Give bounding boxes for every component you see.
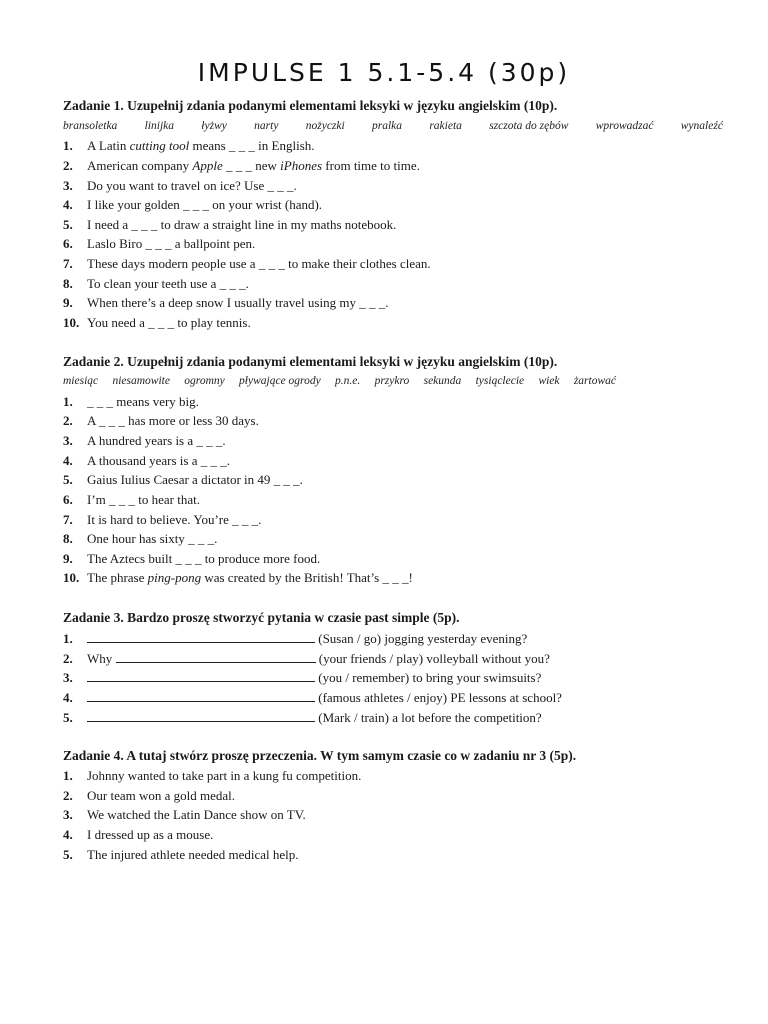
word: niesamowite <box>112 375 170 387</box>
task4-item: 2. Our team won a gold medal. <box>63 788 236 803</box>
task1-item: 9. When there’s a deep snow I usually travel using my _ _ _. <box>63 295 389 310</box>
task2-item: 9. The Aztecs built _ _ _ to produce more food. <box>63 551 321 566</box>
task2-item: 7. It is hard to believe. You’re _ _ _. <box>63 512 262 527</box>
word: szczota do zębów <box>489 120 569 132</box>
task4-item: 4. I dressed up as a mouse. <box>63 827 214 842</box>
task3-item: 3. (you / remember) to bring your swimsuits? <box>63 670 542 685</box>
answer-line[interactable] <box>87 669 315 682</box>
task2-item: 1. _ _ _ means very big. <box>63 394 199 409</box>
answer-line[interactable] <box>116 650 316 663</box>
task2-item: 6. I’m _ _ _ to hear that. <box>63 492 200 507</box>
task2-item: 3. A hundred years is a _ _ _. <box>63 433 226 448</box>
word: wynaleźć <box>680 120 723 132</box>
task1-item: 3. Do you want to travel on ice? Use _ _ _. <box>63 178 297 193</box>
worksheet-title: IMPULSE 1 5.1-5.4 (30p) <box>197 58 571 87</box>
task1-item: 1. A Latin cutting tool means _ _ _ in English. <box>63 138 315 153</box>
task2-word-bank <box>63 375 616 387</box>
task4-item: 5. The injured athlete needed medical help. <box>63 847 299 862</box>
word: pływające ogrody <box>239 375 321 387</box>
task3-heading: Zadanie 3. Bardzo proszę stworzyć pytania w czasie past simple (5p). <box>63 610 460 625</box>
task2-item: 8. One hour has sixty _ _ _. <box>63 531 218 546</box>
word: bransoletka <box>63 120 118 132</box>
task1-item: 2. American company Apple _ _ _ new iPhones from time to time. <box>63 158 420 173</box>
task1-item: 10. You need a _ _ _ to play tennis. <box>63 315 251 330</box>
task2-item: 5. Gaius Iulius Caesar a dictator in 49 _ _ _. <box>63 472 303 487</box>
task1-item: 4. I like your golden _ _ _ on your wrist (hand). <box>63 197 323 212</box>
answer-line[interactable] <box>87 630 315 643</box>
word: tysiąclecie <box>475 375 525 387</box>
word: żartować <box>573 375 616 387</box>
word: pralka <box>372 120 403 132</box>
word: rakieta <box>429 120 462 132</box>
task3-item: 4. (famous athletes / enjoy) PE lessons at school? <box>63 690 562 705</box>
task1-item: 7. These days modern people use a _ _ _ to make their clothes clean. <box>63 256 431 271</box>
answer-line[interactable] <box>87 689 315 702</box>
word: przykro <box>374 375 410 387</box>
task2-heading: Zadanie 2. Uzupełnij zdania podanymi elementami leksyki w języku angielskim (10p). <box>63 354 558 369</box>
task1-item: 6. Laslo Biro _ _ _ a ballpoint pen. <box>63 236 256 251</box>
word: ogromny <box>184 375 225 387</box>
word: narty <box>254 120 279 132</box>
task2-item: 2. A _ _ _ has more or less 30 days. <box>63 413 259 428</box>
task2-item: 4. A thousand years is a _ _ _. <box>63 453 230 468</box>
word: wiek <box>538 375 560 387</box>
task4-item: 3. We watched the Latin Dance show on TV. <box>63 807 306 822</box>
task4-item: 1. Johnny wanted to take part in a kung fu competition. <box>63 768 362 783</box>
word: wprowadzać <box>595 120 654 132</box>
task1-heading: Zadanie 1. Uzupełnij zdania podanymi elementami leksyki w języku angielskim (10p). <box>63 98 558 113</box>
word: łyżwy <box>201 120 227 132</box>
word: nożyczki <box>305 120 345 132</box>
task3-item: 2. Why (your friends / play) volleyball without you? <box>63 651 550 666</box>
task1-item: 8. To clean your teeth use a _ _ _. <box>63 276 249 291</box>
task1-word-bank <box>63 120 723 132</box>
answer-line[interactable] <box>87 709 315 722</box>
task3-item: 1. (Susan / go) jogging yesterday evening? <box>63 631 528 646</box>
task3-item: 5. (Mark / train) a lot before the competition? <box>63 710 542 725</box>
word: miesiąc <box>63 375 99 387</box>
word: linijka <box>144 120 174 132</box>
task1-item: 5. I need a _ _ _ to draw a straight line in my maths notebook. <box>63 217 397 232</box>
word: p.n.e. <box>335 375 361 387</box>
task4-heading: Zadanie 4. A tutaj stwórz proszę przeczenia. W tym samym czasie co w zadaniu nr 3 (5p). <box>63 748 577 763</box>
word: sekunda <box>423 375 462 387</box>
task2-item: 10. The phrase ping-pong was created by the British! That’s _ _ _! <box>63 570 413 585</box>
